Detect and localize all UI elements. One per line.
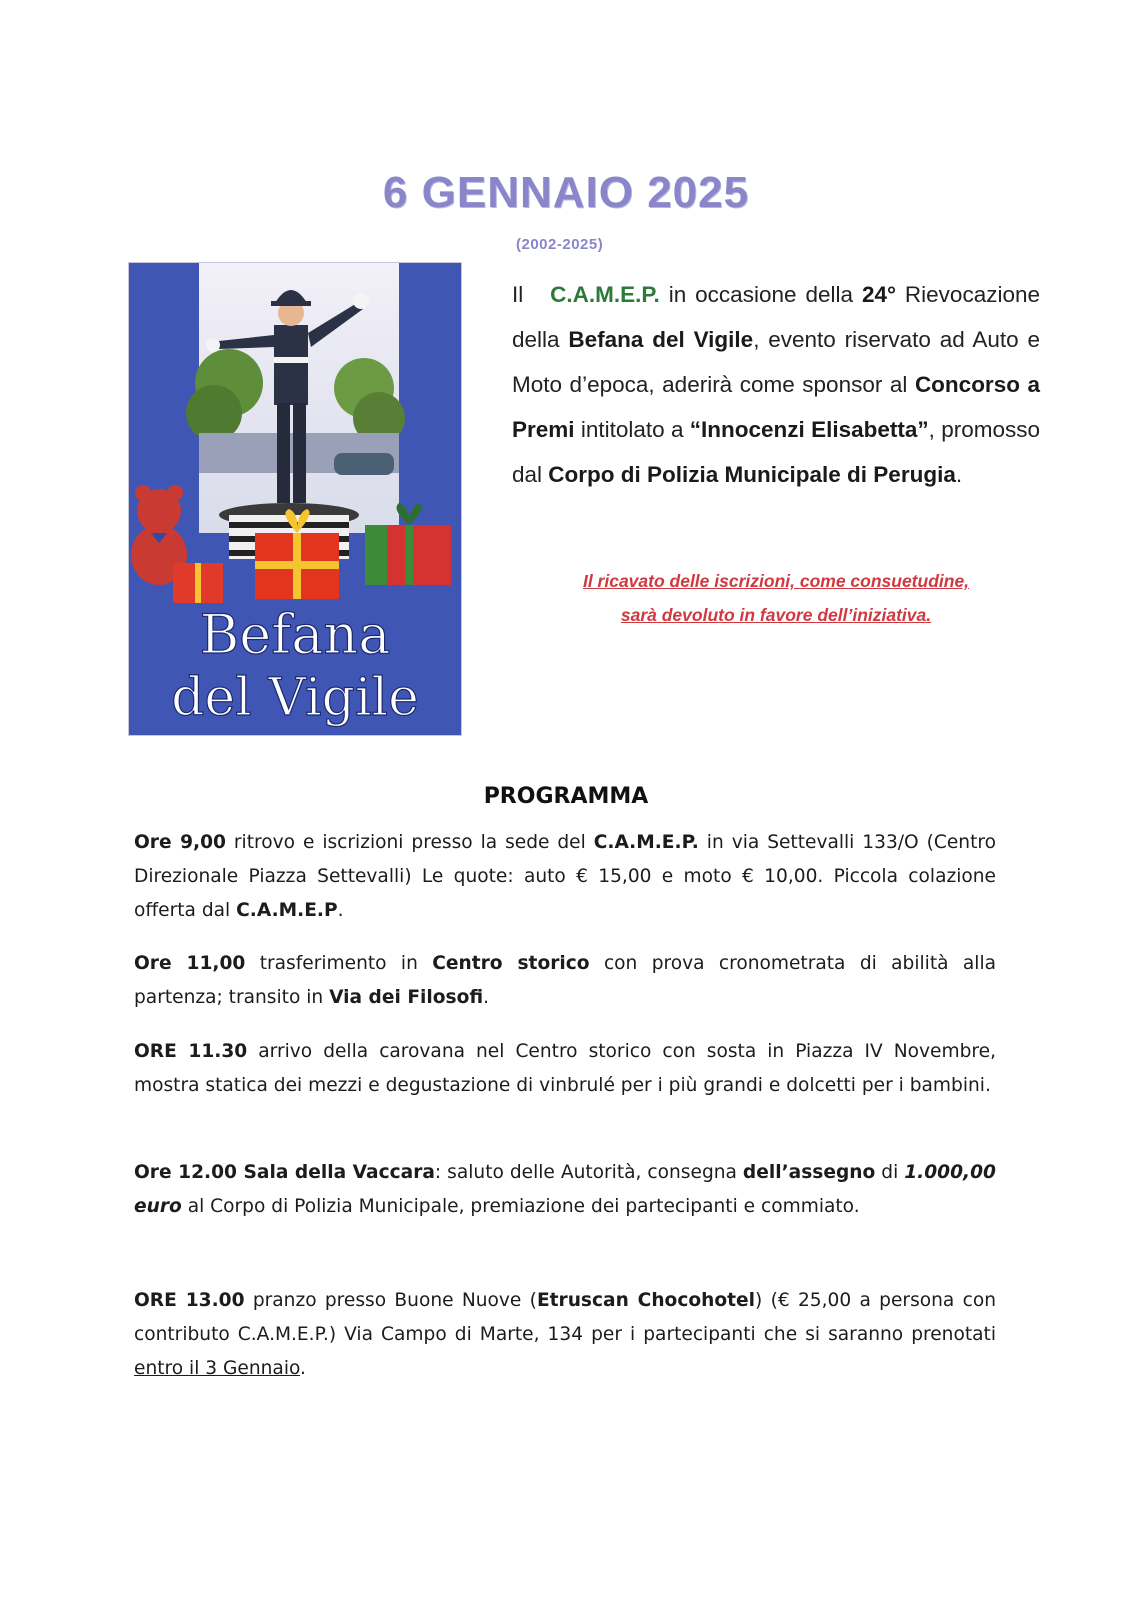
program-time: Ore 11,00 [134, 953, 246, 974]
program-highlight: dell’assegno [742, 1162, 876, 1183]
program-highlight: Sala della Vaccara [236, 1162, 435, 1183]
program-time: ORE 11.30 [134, 1041, 248, 1062]
teddy-ear-right [167, 485, 183, 501]
program-time: Ore 9,00 [134, 832, 226, 853]
gift-right-side [365, 525, 387, 585]
program-item-1300 [134, 1284, 996, 1386]
program-text: trasferimento in [245, 953, 433, 974]
glove-left [206, 338, 220, 352]
officer-torso [274, 325, 308, 405]
program-text: ritrovo e iscrizioni presso la sede del [225, 832, 594, 853]
program-text: arrivo della carovana nel Centro storico con sosta in Piazza IV Novembre, mostra statica dei mezzi e degustazione di vinbrulé per i più grandi e dolcetti per i bambini. [134, 1041, 996, 1096]
program-text: ) (€ 25,00 a persona con contributo C.A.M.E.P.) Via Campo di Marte, 134 per i partecipanti che si saranno prenotati [134, 1290, 997, 1345]
program-text: pranzo presso Buone Nuove ( [244, 1290, 537, 1311]
contest-name: Concorso a Premi [512, 372, 1040, 442]
intro-text: , evento riservato ad Auto e Moto d’epoca, aderirà come sponsor al [512, 327, 1040, 397]
intro-text: in occasione della [659, 282, 862, 307]
program-text: . [337, 900, 344, 921]
notice-line: sarà devoluto in favore dell’iniziativa. [620, 605, 932, 625]
officer-belt [274, 357, 308, 363]
intro-text: Rievocazione della [512, 282, 1040, 352]
program-text: di [875, 1162, 905, 1183]
edition-number: 24° [861, 282, 896, 307]
program-item-1130 [134, 1035, 996, 1103]
poster-title-line1: Befana [199, 603, 391, 666]
officer-leg-left [277, 403, 290, 503]
program-time: Ore 12.00 [134, 1162, 237, 1183]
program-time: ORE 13.00 [134, 1290, 245, 1311]
corps-name: Corpo di Polizia Municipale di Perugia [548, 462, 956, 487]
program-item-1100 [134, 947, 996, 1015]
gift-center-ribbon-h [255, 561, 339, 569]
intro-text: Il [512, 282, 524, 307]
program-text: con prova cronometrata di abilità alla partenza; transito in [134, 953, 997, 1008]
befana-poster-image [128, 262, 462, 736]
program-text: . [300, 1358, 306, 1379]
event-name: Befana del Vigile [568, 327, 754, 352]
program-title: PROGRAMMA [483, 784, 649, 809]
officer-leg-right [293, 403, 306, 503]
gift-right-ribbon [405, 525, 413, 585]
org-name: C.A.M.E.P. [550, 282, 660, 307]
glove-right [353, 293, 369, 309]
helmet-brim [271, 301, 311, 306]
intro-paragraph [512, 272, 1040, 497]
program-text: : saluto delle Autorità, consegna [434, 1162, 743, 1183]
poster-illustration [129, 263, 461, 735]
proceeds-notice [512, 564, 1040, 632]
years-range: (2002-2025) [516, 236, 604, 253]
program-highlight: C.A.M.E.P. [593, 832, 699, 853]
program-highlight: Centro storico [432, 953, 590, 974]
intro-text: intitolato a [574, 417, 690, 442]
program-highlight: Via dei Filosofi [329, 987, 484, 1008]
program-item-1200 [134, 1156, 996, 1224]
check-amount: 1.000,00 euro [134, 1162, 996, 1217]
notice-line: Il ricavato delle iscrizioni, come consuetudine, [582, 571, 970, 591]
vintage-car [334, 453, 394, 475]
program-text: in via Settevalli 133/O (Centro Direzionale Piazza Settevalli) Le quote: auto € 15,00 e moto € 10,00. Piccola colazione offerta dal [134, 832, 996, 921]
teddy-ear-left [135, 485, 151, 501]
program-text: . [483, 987, 490, 1008]
date-title: 6 GENNAIO 2025 [382, 168, 750, 217]
gift-small-ribbon [195, 563, 201, 603]
program-item-0900 [134, 826, 996, 928]
dedicatee-name: “Innocenzi Elisabetta” [689, 417, 929, 442]
poster-title-line2: del Vigile [171, 668, 419, 728]
program-text: al Corpo di Polizia Municipale, premiazione dei partecipanti e commiato. [181, 1196, 860, 1217]
program-highlight: Etruscan Chocohotel [536, 1290, 756, 1311]
booking-deadline: entro il 3 Gennaio [134, 1358, 301, 1379]
intro-text: . [955, 462, 963, 487]
program-highlight: C.A.M.E.P [236, 900, 338, 921]
intro-text: , promosso dal [512, 417, 1040, 487]
tree-left-lower [186, 385, 242, 441]
